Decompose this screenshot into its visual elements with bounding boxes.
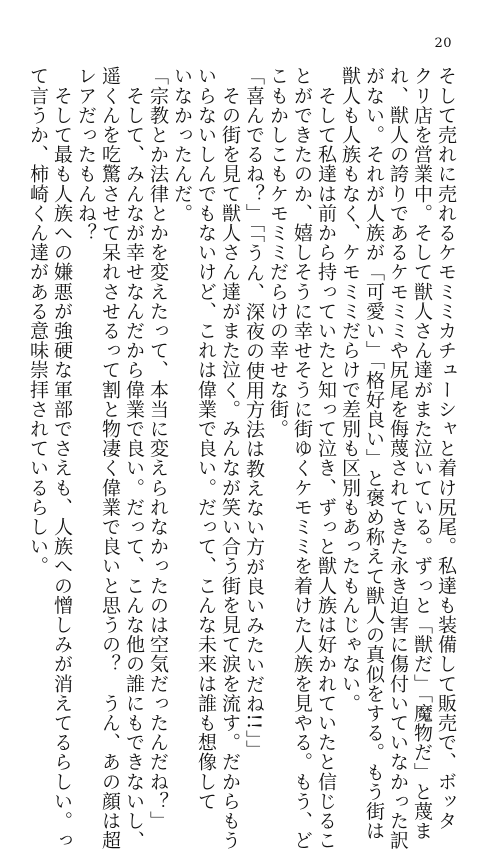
text-line: そして最も人族への嫌悪が強硬な軍部でさえも、人族への憎しみが消えてるらしい。っ bbox=[51, 66, 73, 850]
text-line: とができたのか、嬉しそうに幸せそうに街ゆくケモミミを着けた人族を見やる。もう、ど bbox=[291, 66, 313, 850]
body-text bbox=[27, 66, 458, 850]
text-line: いらないしんでもないけど、これは偉業で良い。だって、こんな未来は誰も想像して bbox=[195, 66, 217, 811]
text-line: 「喜んでるね？」「「うん、深夜の使用方法は教えない方が良いみたいだね!!」」 bbox=[243, 66, 265, 760]
text-line: 「宗教とか法律とかを変えたって、本当に変えられなかったのは空気だったんだね？」 bbox=[147, 66, 169, 831]
text-line: 獣人も人族もなく、ケモミミだらけで差別も区別もあったもんじゃない。 bbox=[339, 66, 361, 713]
text-line: こもかしこもケモミミだらけの幸せな街。 bbox=[267, 66, 289, 439]
text-line: そして売れに売れるケモミミカチューシャと着け尻尾。私達も装備して販売で、ボッタ bbox=[435, 66, 457, 831]
text-line: レアだったもんね？ bbox=[75, 66, 97, 243]
text-line: クリ店を営業中。そして獣人さん達がまた泣いている。ずっと「獣だ」「魔物だ」と蔑ま bbox=[411, 66, 433, 841]
text-line: がない。それが人族が「可愛い」「格好良い」と褒め称えて獣人の真似をする。もう街は bbox=[363, 66, 385, 841]
text-line: て言うか、柿崎くん達がある意味崇拝されているらしい。 bbox=[27, 66, 49, 576]
text-line: その街を見て獣人さん達がまた泣く。みんなが笑い合う街を見て涙を流す。だからもう bbox=[219, 66, 241, 850]
text-line: 遥くんを吃驚させて呆れさせるって割と物凄く偉業で良いと思うの？ うん、あの顔は超 bbox=[99, 66, 121, 850]
page-number: 20 bbox=[434, 36, 452, 51]
text-line: れ、獣人の誇りであるケモミミや尻尾を侮蔑されてきた永き迫害に傷付いていなかった訳 bbox=[387, 66, 409, 850]
text-line: そして、みんなが幸せなんだから偉業で良い。だって、こんな他の誰にもできないし、 bbox=[123, 66, 145, 850]
text-line: そして私達は前から持っていたと知って泣き、ずっと獣人族は好かれていたと信じるこ bbox=[315, 66, 337, 850]
text-line: いなかったんだ。 bbox=[171, 66, 193, 223]
